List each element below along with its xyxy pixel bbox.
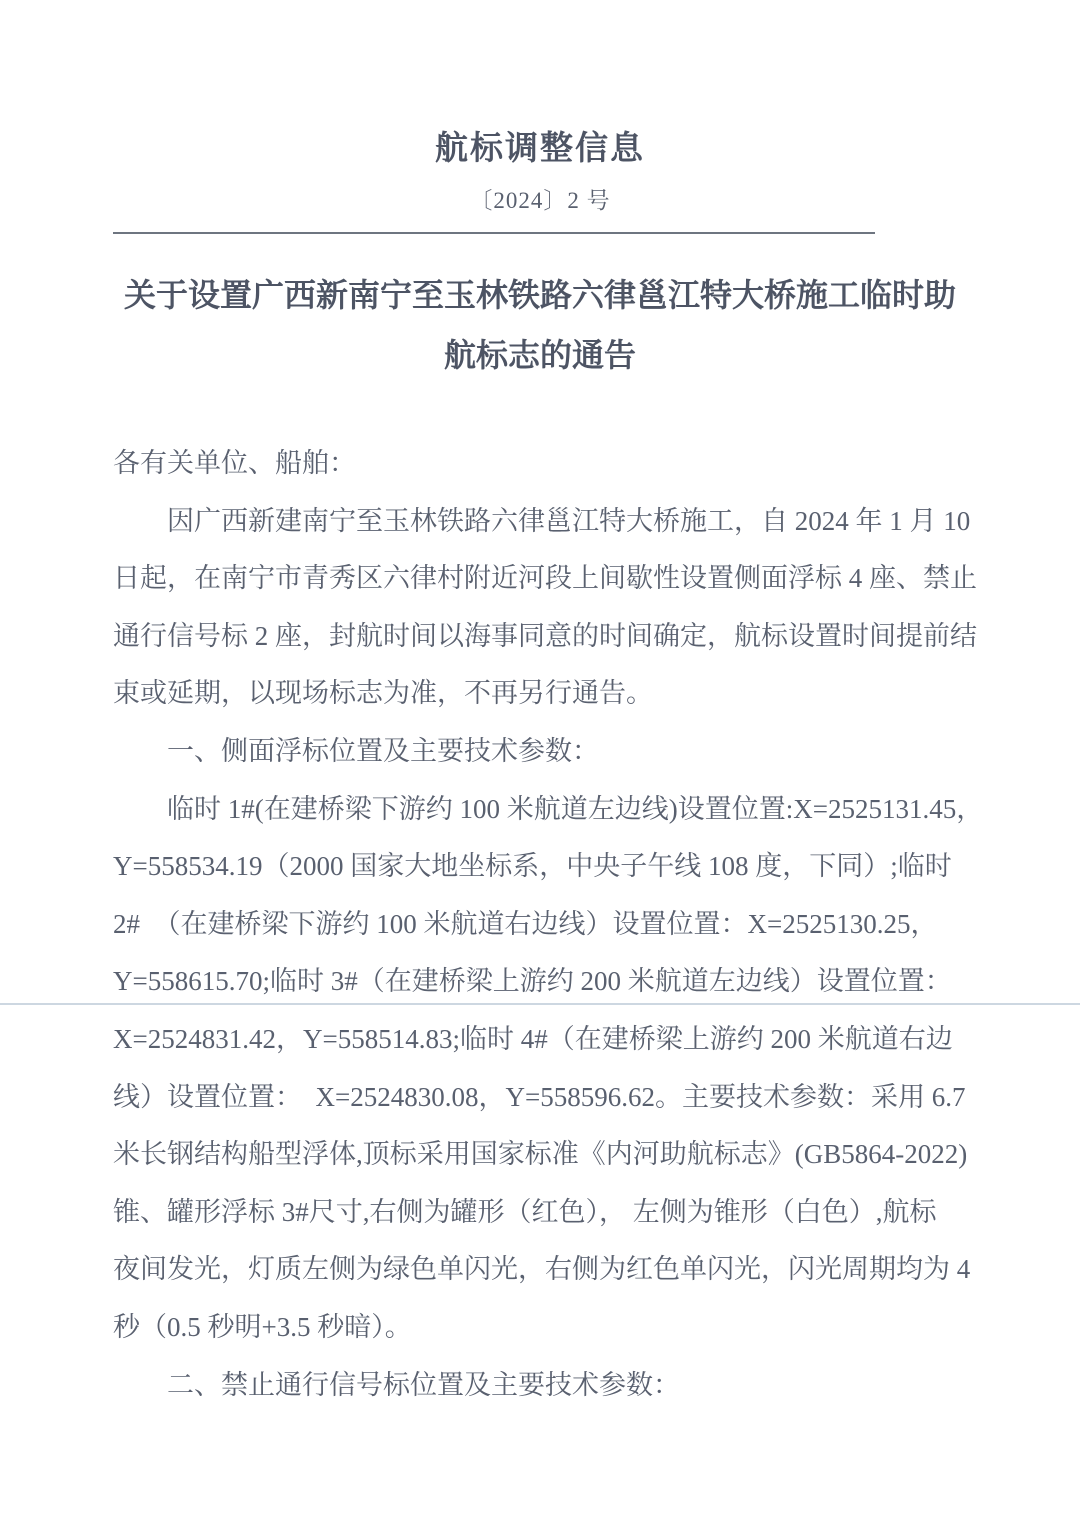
notice-heading-line2: 航标志的通告: [443, 337, 636, 373]
body-line: 通行信号标 2 座，封航时间以海事同意的时间确定，航标设置时间提前结: [113, 620, 977, 651]
body-line: 夜间发光，灯质左侧为绿色单闪光，右侧为红色单闪光，闪光周期均为 4: [113, 1254, 971, 1285]
body-line-section-1: 一、侧面浮标位置及主要技术参数：: [113, 735, 599, 766]
body-line-section-2: 二、禁止通行信号标位置及主要技术参数：: [113, 1369, 680, 1400]
body-line: 临时 1#(在建桥梁下游约 100 米航道左边线)设置位置:X=2525131.45，: [113, 793, 984, 824]
body-line: 线）设置位置： X=2524830.08，Y=558596.62。主要技术参数：采用 6.7: [113, 1081, 966, 1112]
document-issue-number: 〔2024〕2 号: [469, 188, 611, 213]
body-line: 日起，在南宁市青秀区六律村附近河段上间歇性设置侧面浮标 4 座、禁止: [113, 563, 977, 594]
masthead-divider-line: [113, 232, 875, 234]
body-line: 束或延期，以现场标志为准，不再另行通告。: [113, 678, 653, 709]
notice-heading-line1: 关于设置广西新南宁至玉林铁路六律邕江特大桥施工临时助: [123, 277, 956, 313]
body-line-salutation: 各有关单位、船舶：: [113, 448, 356, 478]
body-line: Y=558534.19（2000 国家大地坐标系，中央子午线 108 度，下同）;临时: [113, 851, 952, 882]
body-line: 2# （在建桥梁下游约 100 米航道右边线）设置位置：X=2525130.25，: [113, 908, 938, 939]
body-line: Y=558615.70;临时 3#（在建桥梁上游约 200 米航道左边线）设置位置：: [113, 966, 952, 997]
scan-artifact-line: [0, 1003, 1080, 1005]
notice-body: [113, 435, 984, 1414]
body-line: 锥、罐形浮标 3#尺寸,右侧为罐形（红色）， 左侧为锥形（白色）,航标: [113, 1196, 937, 1227]
body-line: X=2524831.42，Y=558514.83;临时 4#（在建桥梁上游约 200 米航道右边: [113, 1023, 953, 1054]
body-line: 秒（0.5 秒明+3.5 秒暗）。: [113, 1311, 412, 1342]
body-line: 米长钢结构船型浮体,顶标采用国家标准《内河助航标志》(GB5864-2022): [113, 1139, 968, 1170]
document-title: 航标调整信息: [435, 131, 645, 167]
body-line: 因广西新建南宁至玉林铁路六律邕江特大桥施工，自 2024 年 1 月 10: [113, 505, 971, 536]
notice-heading: [60, 265, 1020, 385]
